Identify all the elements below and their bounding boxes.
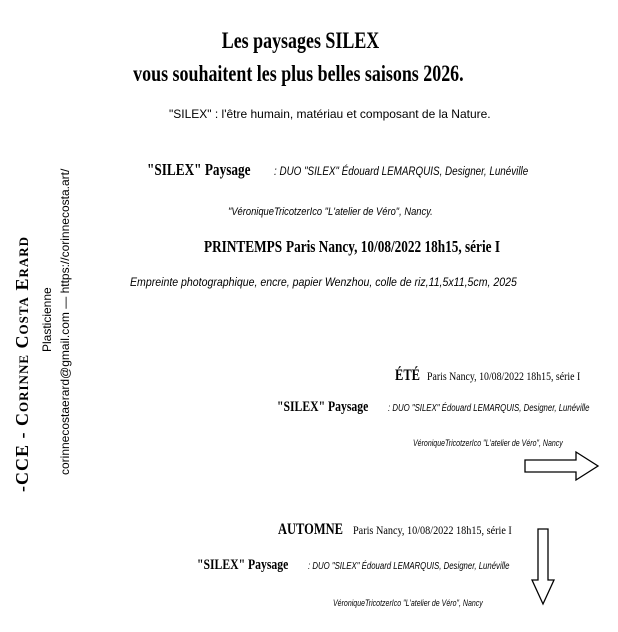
season-detail: Paris Nancy, 10/08/2022 18h15, série I [286, 237, 501, 256]
season-printemps [204, 237, 560, 257]
season-detail: Paris Nancy, 10/08/2022 18h15, série I [353, 523, 513, 537]
silex-label: "SILEX" Paysage [147, 160, 251, 179]
silex-description: : DUO "SILEX" Édouard LEMARQUIS, Designer, Lunéville [308, 561, 510, 572]
season-ete [395, 367, 614, 385]
silex-line-3 [197, 556, 566, 574]
artist-contact: corinnecostaerard@gmail.com — https://corinnecosta.art/ [58, 168, 72, 475]
season-detail: Paris Nancy, 10/08/2022 18h15, série I [427, 369, 581, 383]
page-title-line1: Les paysages SILEX [221, 28, 380, 53]
technique-line: Empreinte photographique, encre, papier Wenzhou, colle de riz,11,5x11,5cm, 2025 [130, 275, 517, 289]
silex-line-1 [147, 160, 584, 180]
brand-name: Corinne Costa Erard [12, 236, 32, 426]
veronique-line-3: VéroniqueTricotzerIco "L'atelier de Véro", Nancy [333, 598, 483, 608]
season-name: PRINTEMPS [204, 237, 283, 256]
silex-line-2 [277, 398, 618, 416]
season-name: ÉTÉ [395, 367, 420, 384]
arrow-down-icon [531, 528, 555, 606]
subtitle: "SILEX" : l'être humain, matériau et composant de la Nature. [169, 107, 491, 121]
brand-prefix: -CCE - [12, 426, 32, 492]
silex-label: "SILEX" Paysage [197, 557, 289, 573]
veronique-line-1: "VéroniqueTricotzerIco "L'atelier de Véro", Nancy. [228, 206, 433, 218]
season-name: AUTOMNE [278, 521, 343, 538]
artist-brand [12, 236, 33, 492]
veronique-line-2: VéroniqueTricotzerIco "L'atelier de Véro", Nancy [413, 438, 563, 448]
arrow-right-icon [524, 450, 600, 482]
silex-description: : DUO "SILEX" Édouard LEMARQUIS, Designer, Lunéville [388, 403, 590, 414]
silex-description: : DUO "SILEX" Édouard LEMARQUIS, Designer, Lunéville [273, 164, 528, 178]
page-title-line2: vous souhaitent les plus belles saisons 2026. [133, 61, 464, 86]
artist-role: Plasticienne [40, 287, 54, 352]
season-automne [278, 521, 540, 539]
silex-label: "SILEX" Paysage [277, 399, 369, 415]
